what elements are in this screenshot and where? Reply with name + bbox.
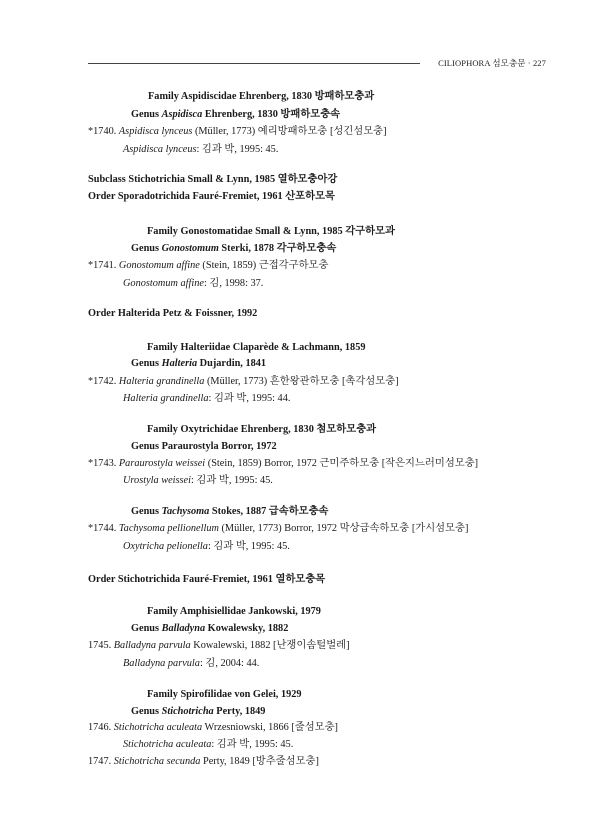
ref-1742-part-1: : 김과 박, 1995: 44. bbox=[208, 393, 291, 404]
genus-gonostomum-part-0: Genus bbox=[131, 243, 162, 254]
species-1742-part-0: *1742. bbox=[88, 376, 119, 387]
ref-1741 bbox=[123, 277, 263, 290]
ref-1742 bbox=[123, 392, 290, 405]
header-rule bbox=[88, 63, 420, 64]
genus-tachysoma-part-2: Stokes, 1887 급속하모충속 bbox=[209, 506, 329, 517]
species-1742-part-2: (Müller, 1773) 흔한왕관하모충 [촉각섬모충] bbox=[204, 376, 399, 387]
genus-gonostomum-part-2: Sterki, 1878 각구하모충속 bbox=[218, 243, 337, 254]
ref-1741-part-1: : 김, 1998: 37. bbox=[203, 278, 264, 289]
genus-halteria-part-2: Dujardin, 1841 bbox=[197, 358, 267, 369]
species-1744-part-0: *1744. bbox=[88, 523, 119, 534]
genus-paraurostyla bbox=[131, 440, 277, 453]
ref-1742-part-0: Halteria grandinella bbox=[123, 393, 209, 404]
species-1745-part-1: Balladyna parvula bbox=[113, 640, 191, 651]
family-halteriidae-part-0: Family Halteriidae Claparède & Lachmann, 1859 bbox=[147, 342, 366, 353]
species-1743-part-0: *1743. bbox=[88, 458, 119, 469]
genus-aspidisca bbox=[131, 108, 340, 121]
ref-1745-part-0: Balladyna parvula bbox=[123, 658, 200, 669]
genus-tachysoma-part-1: Tachysoma bbox=[161, 506, 210, 517]
genus-aspidisca-part-0: Genus bbox=[131, 109, 162, 120]
genus-stichotricha-part-2: Perty, 1849 bbox=[213, 706, 266, 717]
species-1745-part-0: 1745. bbox=[88, 640, 114, 651]
genus-gonostomum bbox=[131, 242, 336, 255]
ref-1743-part-1: : 김과 박, 1995: 45. bbox=[190, 475, 273, 486]
subclass-stichotrichia-part-0: Subclass Stichotrichia Small & Lynn, 1985 열하모충아강 bbox=[88, 174, 338, 185]
species-1747-part-1: Stichotricha secunda bbox=[113, 756, 201, 767]
genus-paraurostyla-part-0: Genus Paraurostyla Borror, 1972 bbox=[131, 441, 277, 452]
family-amphisiellidae bbox=[147, 605, 321, 618]
species-1740-part-0: *1740. bbox=[88, 126, 119, 137]
genus-halteria-part-1: Halteria bbox=[161, 358, 198, 369]
species-1740 bbox=[88, 125, 387, 138]
ref-1740 bbox=[123, 143, 278, 156]
ref-1744-part-0: Oxytricha pelionella bbox=[123, 541, 208, 552]
genus-gonostomum-part-1: Gonostomum bbox=[161, 243, 219, 254]
genus-balladyna bbox=[131, 622, 288, 635]
genus-tachysoma-part-0: Genus bbox=[131, 506, 162, 517]
family-oxytrichidae bbox=[147, 423, 376, 436]
species-1744-part-1: Tachysoma pellionellum bbox=[118, 523, 219, 534]
genus-halteria-part-0: Genus bbox=[131, 358, 162, 369]
order-stichotrichida-part-0: Order Stichotrichida Fauré-Fremiet, 1961 열하모충목 bbox=[88, 574, 326, 585]
ref-1745-part-1: : 김, 2004: 44. bbox=[199, 658, 260, 669]
species-1742-part-1: Halteria grandinella bbox=[118, 376, 205, 387]
family-gonostomatidae bbox=[147, 225, 395, 238]
species-1740-part-1: Aspidisca lynceus bbox=[118, 126, 193, 137]
family-spirofilidae-part-0: Family Spirofilidae von Gelei, 1929 bbox=[147, 689, 302, 700]
ref-1743 bbox=[123, 474, 273, 487]
genus-balladyna-part-1: Balladyna bbox=[161, 623, 206, 634]
ref-1740-part-1: : 김과 박, 1995: 45. bbox=[196, 144, 279, 155]
genus-aspidisca-part-2: Ehrenberg, 1830 방패하모충속 bbox=[202, 109, 341, 120]
species-1747-part-2: Perty, 1849 [방추줄섬모충] bbox=[200, 756, 319, 767]
species-1746 bbox=[88, 721, 338, 734]
species-1745 bbox=[88, 639, 350, 652]
family-halteriidae bbox=[147, 341, 366, 354]
ref-1746-part-1: : 김과 박, 1995: 45. bbox=[211, 739, 294, 750]
genus-tachysoma bbox=[131, 505, 329, 518]
genus-balladyna-part-2: Kowalewsky, 1882 bbox=[205, 623, 289, 634]
order-halterida bbox=[88, 307, 257, 320]
ref-1745 bbox=[123, 657, 259, 670]
species-1743 bbox=[88, 457, 478, 470]
order-stichotrichida bbox=[88, 573, 325, 586]
subclass-stichotrichia bbox=[88, 173, 337, 186]
order-halterida-part-0: Order Halterida Petz & Foissner, 1992 bbox=[88, 308, 258, 319]
running-header: CILIOPHORA 섬모충문 · 227 bbox=[438, 58, 546, 68]
species-1741-part-0: *1741. bbox=[88, 260, 119, 271]
species-1743-part-2: (Stein, 1859) Borror, 1972 근미주하모충 [작은지느러미섬모충] bbox=[205, 458, 479, 469]
order-sporadotrichida bbox=[88, 190, 335, 203]
species-1740-part-2: (Müller, 1773) 예리방패하모충 [성긴섬모충] bbox=[192, 126, 387, 137]
family-spirofilidae bbox=[147, 688, 302, 701]
genus-stichotricha-part-1: Stichotricha bbox=[161, 706, 214, 717]
ref-1744-part-1: : 김과 박, 1995: 45. bbox=[207, 541, 290, 552]
ref-1744 bbox=[123, 540, 290, 553]
ref-1741-part-0: Gonostomum affine bbox=[123, 278, 204, 289]
species-1742 bbox=[88, 375, 399, 388]
genus-stichotricha bbox=[131, 705, 265, 718]
species-1747 bbox=[88, 755, 319, 768]
species-1746-part-2: Wrzesniowski, 1866 [줄섬모충] bbox=[202, 722, 338, 733]
ref-1743-part-0: Urostyla weissei bbox=[123, 475, 191, 486]
family-amphisiellidae-part-0: Family Amphisiellidae Jankowski, 1979 bbox=[147, 606, 321, 617]
order-sporadotrichida-part-0: Order Sporadotrichida Fauré-Fremiet, 1961 산포하모목 bbox=[88, 191, 335, 202]
family-oxytrichidae-part-0: Family Oxytrichidae Ehrenberg, 1830 첨모하모충과 bbox=[147, 424, 377, 435]
genus-halteria bbox=[131, 357, 266, 370]
species-1744-part-2: (Müller, 1773) Borror, 1972 막상급속하모충 [가시섬모충] bbox=[218, 523, 469, 534]
species-1743-part-1: Paraurostyla weissei bbox=[118, 458, 206, 469]
ref-1740-part-0: Aspidisca lynceus bbox=[123, 144, 197, 155]
family-gonostomatidae-part-0: Family Gonostomatidae Small & Lynn, 1985 각구하모과 bbox=[147, 226, 395, 237]
species-1745-part-2: Kowalewski, 1882 [난쟁이솜털벌레] bbox=[190, 640, 350, 651]
genus-balladyna-part-0: Genus bbox=[131, 623, 162, 634]
species-1747-part-0: 1747. bbox=[88, 756, 114, 767]
species-1741-part-2: (Stein, 1859) 근접각구하모충 bbox=[199, 260, 329, 271]
genus-aspidisca-part-1: Aspidisca bbox=[161, 109, 203, 120]
species-1741-part-1: Gonostomum affine bbox=[118, 260, 200, 271]
genus-stichotricha-part-0: Genus bbox=[131, 706, 162, 717]
ref-1746-part-0: Stichotricha aculeata bbox=[123, 739, 212, 750]
species-1746-part-0: 1746. bbox=[88, 722, 114, 733]
species-1741 bbox=[88, 259, 328, 272]
family-aspidiscidae-part-0: Family Aspidiscidae Ehrenberg, 1830 방패하모충과 bbox=[148, 91, 375, 102]
family-aspidiscidae bbox=[148, 90, 374, 103]
species-1746-part-1: Stichotricha aculeata bbox=[113, 722, 203, 733]
ref-1746 bbox=[123, 738, 293, 751]
species-1744 bbox=[88, 522, 468, 535]
